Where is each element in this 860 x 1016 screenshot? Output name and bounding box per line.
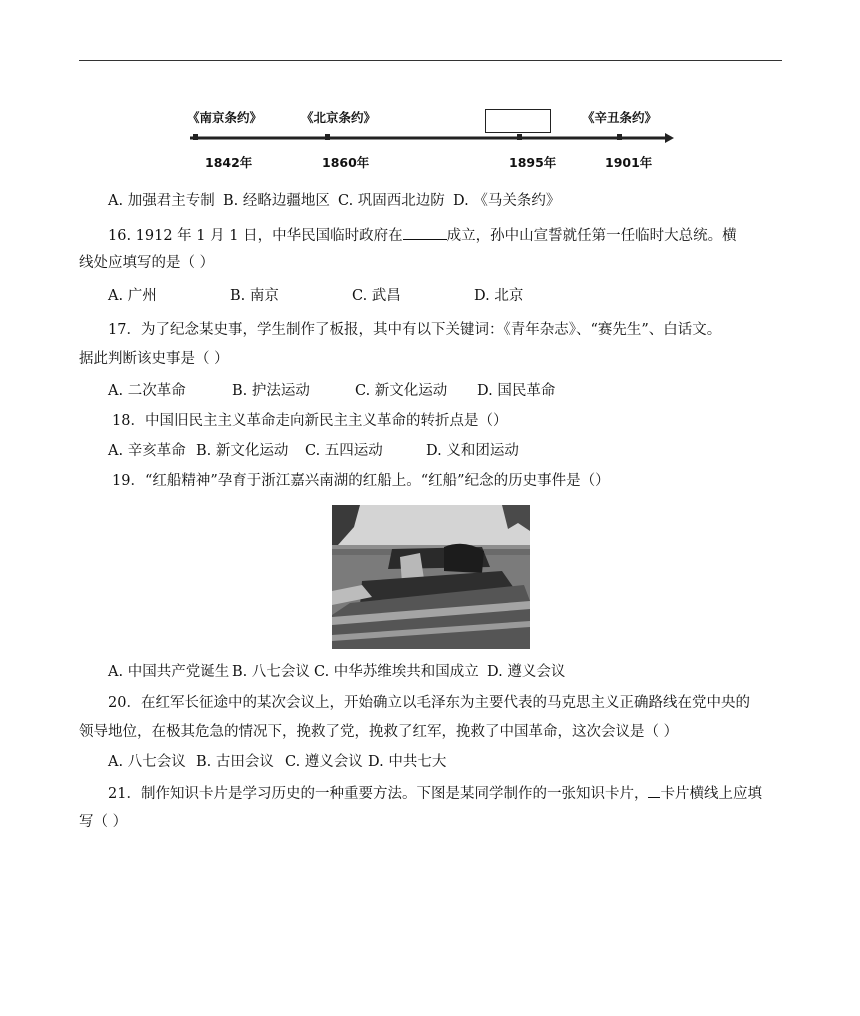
q18-option-a: A. 辛亥革命 bbox=[108, 443, 186, 459]
q16-option-b: B. 南京 bbox=[230, 288, 279, 304]
q17-option-a: A. 二次革命 bbox=[108, 383, 186, 399]
q15-option-d: D. 《马关条约》 bbox=[453, 193, 561, 209]
q16-option-a: A. 广州 bbox=[108, 288, 157, 304]
q21-stem-line2: 写（ ） bbox=[79, 814, 128, 830]
q16-option-d: D. 北京 bbox=[474, 288, 524, 304]
q17-option-d: D. 国民革命 bbox=[477, 383, 556, 399]
q18-option-b: B. 新文化运动 bbox=[196, 443, 289, 459]
q20-stem-line1: 20．在红军长征途中的某次会议上，开始确立以毛泽东为主要代表的马克思主义正确路线在党中央的 bbox=[108, 695, 750, 711]
q15-option-c: C. 巩固西北边防 bbox=[338, 193, 445, 209]
q15-option-a: A. 加强君主专制 bbox=[108, 193, 215, 209]
q20-option-c: C. 遵义会议 bbox=[285, 754, 363, 770]
q17-stem-line1: 17．为了纪念某史事，学生制作了板报，其中有以下关键词：《青年杂志》、“赛先生”、白话文。 bbox=[108, 322, 722, 338]
timeline-axis bbox=[185, 130, 675, 146]
q21-stem-line1 bbox=[108, 783, 762, 804]
q18-stem: 18．中国旧民主主义革命走向新民主主义革命的转折点是（） bbox=[112, 413, 508, 429]
q16-text-a: 16. 1912 年 1 月 1 日，中华民国临时政府在 bbox=[108, 228, 403, 244]
red-boat-photo bbox=[332, 505, 530, 649]
q20-option-d: D. 中共七大 bbox=[368, 754, 447, 770]
timeline-year-1842: 1842年 bbox=[205, 155, 253, 170]
q21-blank bbox=[648, 783, 660, 798]
q17-option-c: C. 新文化运动 bbox=[355, 383, 448, 399]
q20-option-a: A. 八七会议 bbox=[108, 754, 186, 770]
timeline-figure bbox=[185, 104, 675, 174]
timeline-event-xinchou: 《辛丑条约》 bbox=[582, 110, 658, 125]
header-rule bbox=[79, 60, 782, 61]
timeline-year-1901: 1901年 bbox=[605, 155, 653, 170]
q17-stem-line2: 据此判断该史事是（ ） bbox=[79, 351, 229, 367]
q18-option-c: C. 五四运动 bbox=[305, 443, 383, 459]
q16-stem-line2: 线处应填写的是（ ） bbox=[79, 255, 215, 271]
q16-stem-line1 bbox=[108, 225, 737, 246]
q19-option-a: A. 中国共产党诞生 bbox=[108, 664, 230, 680]
q18-option-d: D. 义和团运动 bbox=[426, 443, 519, 459]
q19-option-c: C. 中华苏维埃共和国成立 bbox=[314, 664, 479, 680]
q21-text-a: 21．制作知识卡片是学习历史的一种重要方法。下图是某同学制作的一张知识卡片， bbox=[108, 786, 649, 802]
q16-blank bbox=[403, 225, 447, 240]
timeline-event-beijing: 《北京条约》 bbox=[301, 110, 377, 125]
q17-option-b: B. 护法运动 bbox=[232, 383, 310, 399]
q19-stem: 19．“红船精神”孕育于浙江嘉兴南湖的红船上。“红船”纪念的历史事件是（） bbox=[112, 473, 610, 489]
q20-stem-line2: 领导地位，在极其危急的情况下，挽救了党，挽救了红军，挽救了中国革命，这次会议是（ ） bbox=[79, 724, 679, 740]
q19-option-b: B. 八七会议 bbox=[232, 664, 310, 680]
timeline-year-1860: 1860年 bbox=[322, 155, 370, 170]
timeline-year-1895: 1895年 bbox=[509, 155, 557, 170]
q16-text-b: 成立，孙中山宣誓就任第一任临时大总统。横 bbox=[446, 228, 737, 244]
q15-option-b: B. 经略边疆地区 bbox=[223, 193, 330, 209]
timeline-event-nanjing: 《南京条约》 bbox=[187, 110, 263, 125]
q16-option-c: C. 武昌 bbox=[352, 288, 401, 304]
q19-option-d: D. 遵义会议 bbox=[487, 664, 566, 680]
q21-text-b: 卡片横线上应填 bbox=[660, 786, 762, 802]
q20-option-b: B. 古田会议 bbox=[196, 754, 274, 770]
